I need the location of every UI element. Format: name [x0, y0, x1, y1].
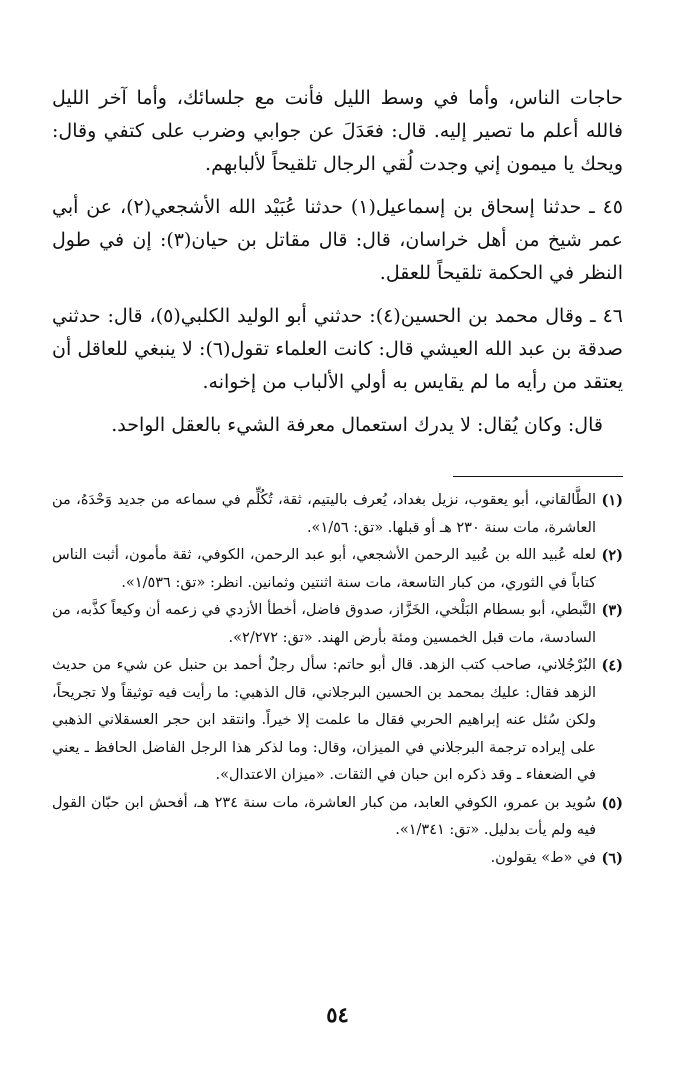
paragraph-46: ٤٦ ـ وقال محمد بن الحسين(٤): حدثني أبو الوليد الكلبي(٥)، قال: حدثني صدقة بن عبد الله العيشي قال: كانت العلماء تقول(٦): لا ينبغي للعاقل أن يعتقد من رأيه ما لم يقايس به أولي الألباب من إخوانه. — [52, 305, 623, 393]
footnote-4 — [52, 652, 623, 790]
footnote-text: لعله عُبيد الله بن عُبيد الرحمن الأشجعي، أبو عبد الرحمن، الكوفي، ثقة مأمون، أثبت الناس كتاباً في الثوري، من كبار التاسعة، مات سنة اثنتين وثمانين. انظر: «تق: ١/٥٣٦». — [52, 547, 596, 591]
paragraph-continuation: حاجات الناس، وأما في وسط الليل فأنت مع جلسائك، وأما آخر الليل فالله أعلم ما تصير إليه. قال: فعَدَلَ عن جوابي وضرب على كتفي وقال: ويحك يا ميمون إني وجدت لُقي الرجال تلقيحاً لألبابهم. — [52, 87, 623, 175]
footnote-text: البُرْجُلاني، صاحب كتب الزهد. قال أبو حاتم: سأل رجلٌ أحمد بن حنبل عن شيء من حديث الزهد فقال: عليك بمحمد بن الحسين البرجلاني، قال الذهبي: ما رأيت فيه توثيقاً ولا تجريحاً، ولكن سُئل عنه إبراهيم الحربي فقال ما علمت إلا خيراً. وانتقد ابن حجر العسقلاني الذهبي على إيراده ترجمة البرجلاني في الميزان، وقال: وما لذكر هذا الرجل الفاضل الحافظ ـ يعني في الضعفاء ـ وقد ذكره ابن حبان في الثقات. «ميزان الاعتدال». — [52, 657, 596, 783]
paragraph-closing: قال: وكان يُقال: لا يدرك استعمال معرفة الشيء بالعقل الواحد. — [111, 414, 603, 436]
footnote-text: سُويد بن عمرو، الكوفي العابد، من كبار العاشرة، مات سنة ٢٣٤ هـ، أفحش ابن حبّان القول فيه ولم يأت بدليل. «تق: ١/٣٤١». — [52, 794, 596, 838]
footnote-text: النَّبطي، أبو بسطام البَلْخي، الخَزَّاز، صدوق فاضل، أخطأ الأزدي في زعمه أن وكيعاً كذَّبه، من السادسة، مات قبل الخمسين ومئة بأرض الهند. «تق: ٢/٢٧٢». — [52, 602, 596, 646]
footnote-6 — [52, 845, 623, 873]
footnote-number: (٢) — [601, 547, 623, 564]
main-text — [52, 82, 623, 442]
footnotes — [52, 487, 623, 872]
footnote-number: (٥) — [601, 794, 623, 812]
footnote-text: الطَّالقاني، أبو يعقوب، نزيل بغداد، يُعرف باليتيم، ثقة، تُكُلِّم في سماعه من جديد وَحْدَهُ، من العاشرة، مات سنة ٢٣٠ هـ أو قبلها. «تق: ١/٥٦». — [52, 492, 596, 536]
footnote-divider — [453, 476, 623, 477]
footnote-2 — [52, 542, 623, 597]
footnote-text: في «ط» يقولون. — [490, 849, 596, 866]
page-number: ٥٤ — [326, 1002, 349, 1027]
page-body — [52, 82, 623, 872]
footnote-5 — [52, 790, 623, 845]
paragraph-45: ٤٥ ـ حدثنا إسحاق بن إسماعيل(١) حدثنا عُبَيْد الله الأشجعي(٢)، عن أبي عمر شيخ من أهل خراسان، قال: قال مقاتل بن حيان(٣): إن في طول النظر في الحكمة تلقيحاً للعقل. — [52, 196, 624, 284]
footnote-number: (٣) — [601, 602, 623, 619]
footnote-number: (٦) — [601, 849, 623, 867]
footnote-1 — [52, 487, 623, 542]
footnote-number: (٤) — [601, 657, 623, 674]
footnote-3 — [52, 597, 623, 652]
footnote-number: (١) — [601, 492, 623, 509]
